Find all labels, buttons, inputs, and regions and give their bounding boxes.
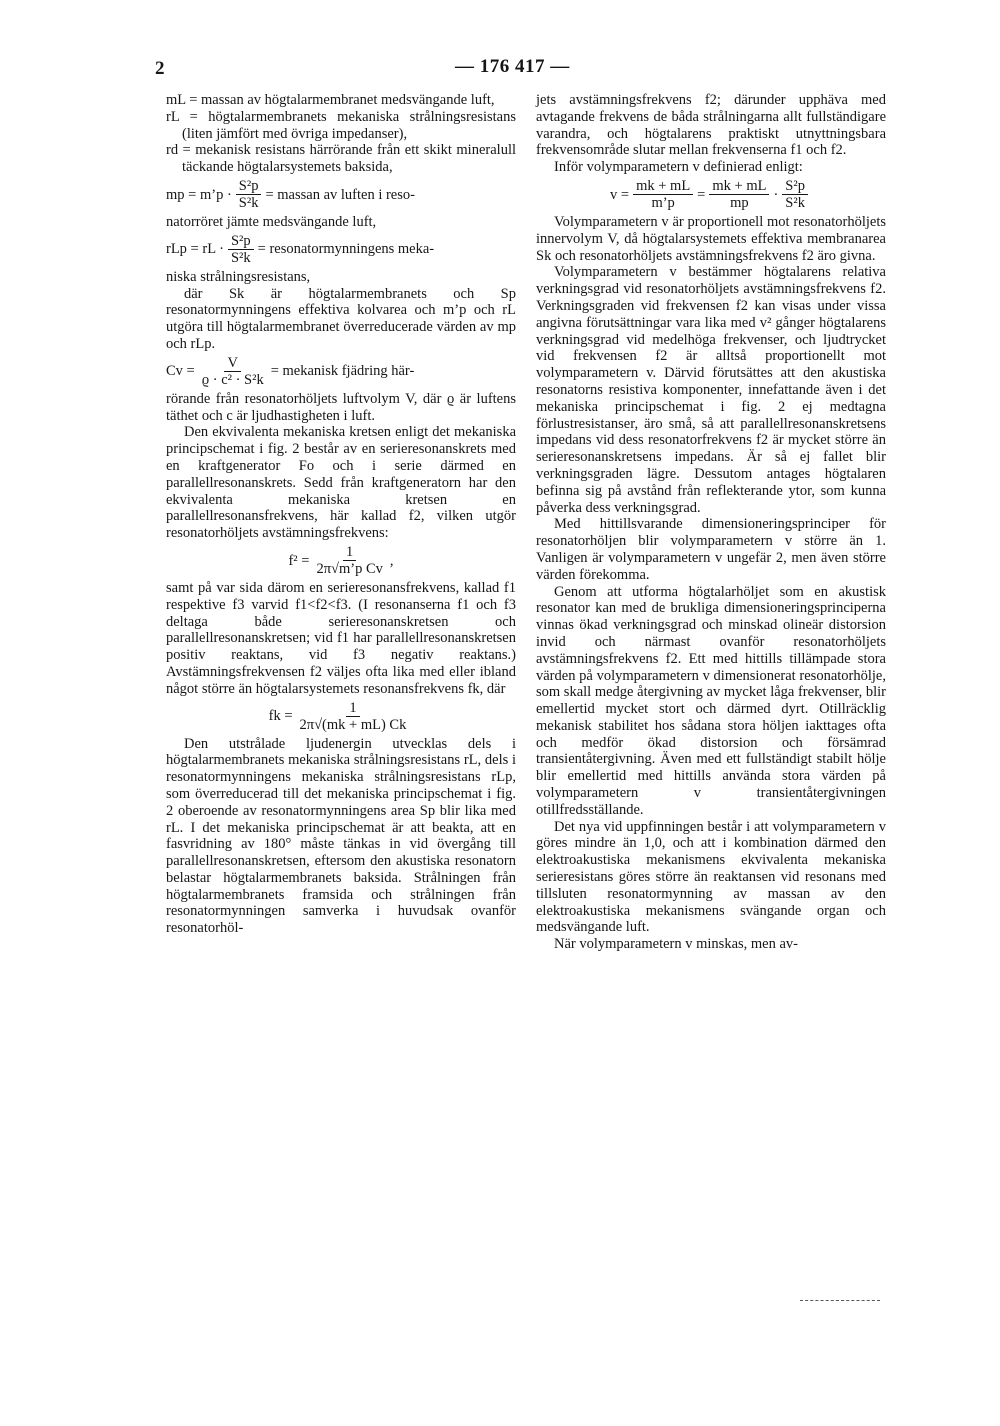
formula-cv-denominator: ϱ · c² · S²k bbox=[201, 371, 264, 388]
formula-rLp-numerator: S²p bbox=[228, 234, 254, 250]
formula-v-denominator-1: m’p bbox=[651, 194, 675, 211]
formula-cv bbox=[166, 356, 516, 388]
paragraph-volymparametern-proportionell: Volymparametern v är proportionell mot resonatorhöljets innervolym V, då högtalarsystemets effektiva membranarea Sk och resonatorhöljets avstämningsfrekvens f2 äro givna. bbox=[536, 213, 886, 264]
formula-rLp bbox=[166, 234, 516, 266]
formula-f2-lhs: f² = bbox=[288, 552, 310, 569]
formula-v-fraction-2 bbox=[709, 179, 769, 211]
left-column bbox=[166, 92, 516, 937]
formula-fk-lhs: fk = bbox=[268, 708, 293, 725]
right-column bbox=[536, 92, 886, 953]
paragraph-det-nya: Det nya vid uppfinningen består i att volymparametern v göres mindre än 1,0, och att i kombination därmed den elektroakustiska mekanismens ekvivalenta mekaniska serieresistans göres större än reaktansen vid resonans med tillsluten resonatormynning av massan av den elektroakustiska mekanismens svängande organ och medsvängande luft. bbox=[536, 818, 886, 936]
formula-mp-rhs: = massan av luften i reso- bbox=[265, 186, 415, 203]
formula-f2-denominator: 2π√m’p Cv bbox=[316, 560, 383, 577]
definition-rd: rd = mekanisk resistans härrörande från ett skikt mineralull täckande högtalarsystemets baksida, bbox=[166, 142, 516, 176]
paragraph-samt: samt på var sida därom en serieresonansfrekvens, kallad f1 respektive f3 varvid f1<f2<f3. (I resonanserna f1 och f3 deltaga både serieresonanskretsen och parallellresonanskretsen; vid f1 har parallellresonanskretsen positiv reaktans, vid f3 negativ reaktans.) Avstämningsfrekvensen f2 väljes ofta lika med eller ibland något större än högtalarsystemets resonansfrekvens fk, där bbox=[166, 579, 516, 697]
formula-f2-numerator: 1 bbox=[343, 545, 356, 561]
formula-mp bbox=[166, 179, 516, 211]
formula-mp-fraction bbox=[236, 179, 262, 211]
formula-fk-numerator: 1 bbox=[346, 701, 359, 717]
formula-f2 bbox=[166, 545, 516, 577]
formula-rLp-fraction bbox=[228, 234, 254, 266]
footer-dashed-line bbox=[800, 1300, 880, 1301]
formula-v-equals: = bbox=[697, 186, 706, 203]
page-number: 2 bbox=[155, 58, 165, 79]
definition-mL: mL = massan av högtalarmembranet medsvängande luft, bbox=[166, 92, 495, 108]
formula-cv-fraction bbox=[199, 356, 267, 388]
formula-v-lhs: v = bbox=[610, 186, 630, 203]
formula-v-fraction-1 bbox=[633, 179, 693, 211]
formula-fk-fraction bbox=[297, 701, 410, 733]
definition-rL: rL = högtalarmembranets mekaniska strålningsresistans (liten jämfört med övriga impedanser), bbox=[166, 108, 516, 142]
paragraph-genom: Genom att utforma högtalarhöljet som en akustisk resonator kan med de brukliga dimensioneringsprinciperna vinnas ökad verkningsgrad och minskad olineär distorsion invid och närmast ovanför resonatorhöljets avstämningsfrekvens f2. Ett med hittills tillämpade stora värden på volymparametern v dimensionerat resonatorhölje, som skall medge återgivning av mycket låga frekvenser, blir emellertid mycket stort och därmed dyrt. Otillräcklig mekanisk stabilitet hos sådana stora höljen iakttages ofta och medför ökad distorsion och försämrad transientåtergivning. Även med ett fullständigt stabilt hölje blir emellertid med hittills använda stora värden på volymparametern v transientåtergivningen otillfredsställande. bbox=[536, 583, 886, 818]
formula-f2-rhs: , bbox=[389, 552, 394, 569]
formula-fk-denominator: 2π√(mk + mL) Ck bbox=[299, 716, 407, 733]
formula-mp-denominator: S²k bbox=[238, 194, 259, 211]
formula-cv-numerator: V bbox=[224, 356, 240, 372]
paragraph-utstralade: Den utstrålade ljudenergin utvecklas dels i högtalarmembranets mekaniska strålningsresistans rL, dels i resonatormynningens mekaniska strålningsresistans rLp, som överreducerad till det mekaniska principschemat i fig. 2 oberoende av resonatormynningens area Sp blir lika med rL. I det mekaniska principschemat är att beakta, att en fasvridning av 180° måste tänkas in vid övergång till parallellresonanskretsen, eftersom den akustiska resonatorn belastar högtalarmembranets baksida. Strålningen från högtalarmembranets framsida och strålningen från resonatormynningen samverka i huvudsak ovanför resonatorhöl- bbox=[166, 735, 516, 937]
formula-cv-lhs: Cv = bbox=[166, 363, 195, 380]
formula-v bbox=[536, 179, 886, 211]
paragraph-volymparametern-bestammer: Volymparametern v bestämmer högtalarens relativa verkningsgrad vid resonatorhöljets avstämningsfrekvens f2. Verkningsgraden vid frekvensen f2 kan visas under vissa angivna förutsättningar vara lika med v² gånger högtalarens verkningsgrad vid medelhöga frekvenser, och ljudtrycket vid frekvensen f2 är alltså proportionellt mot volymparametern v. Därvid förutsättes att den akustiska resonatorns resistiva komponenter, innefattande även i det mekaniska principschemat i fig. 2 ej medtagna förlustresistanser, äro små, så att parallellresonanskretsens impedans vid dess resonatorfrekvens f2 är mycket större än serieresonanskretsens impedans. Är så ej fallet blir verkningsgraden lägre. Dessutom antages högtalaren befinna sig på avstånd från reflekterande ytor, som kunna påverka dess verkningsgrad. bbox=[536, 264, 886, 516]
formula-f2-fraction bbox=[313, 545, 385, 577]
formula-v-numerator-2: mk + mL bbox=[709, 179, 769, 195]
formula-v-denominator-3: S²k bbox=[785, 194, 805, 211]
paragraph-ekvivalenta: Den ekvivalenta mekaniska kretsen enligt det mekaniska principschemat i fig. 2 består av en serieresonanskrets med en kraftgenerator Fo och i serie därmed en parallellresonanskrets. Sedd från kraftgeneratorn har den ekvivalenta mekaniska kretsen en parallellresonansfrekvens, här kallad f2, vilken utgör resonatorhöljets avstämningsfrekvens: bbox=[166, 424, 516, 542]
text-after-cv: rörande från resonatorhöljets luftvolym V, där ϱ är luftens täthet och c är ljudhastigheten i luft. bbox=[166, 390, 516, 424]
text-after-mp: natorröret jämte medsvängande luft, bbox=[166, 213, 377, 230]
formula-v-denominator-2: mp bbox=[730, 194, 749, 211]
formula-v-numerator-3: S²p bbox=[782, 179, 808, 195]
paragraph-jets: jets avstämningsfrekvens f2; därunder upphäva med avtagande frekvens de båda strålningarna allt fullständigare varandra, och högtalarens praktiskt utnyttningsbara frekvensområde slutar mellan frekvenserna f1 och f2. bbox=[536, 92, 886, 159]
paragraph-hittillsvarande: Med hittillsvarande dimensioneringsprinciper för resonatorhöljen blir volymparametern v större än 1. Vanligen är volymparametern v ungefär 2, men även större värden förekomma. bbox=[536, 516, 886, 583]
formula-mp-lhs: mp = m’p · bbox=[166, 186, 232, 203]
formula-rLp-denominator: S²k bbox=[230, 249, 251, 266]
text-after-rLp: niska strålningsresistans, bbox=[166, 268, 311, 285]
formula-fk bbox=[166, 701, 516, 733]
formula-rLp-rhs: = resonatormynningens meka- bbox=[257, 241, 435, 258]
paragraph-dar: där Sk är högtalarmembranets och Sp resonatormynningens effektiva kolvarea och m’p och rL utgöra till högtalarmembranet överreducerade värden av mp och rLp. bbox=[166, 285, 516, 352]
document-number: — 176 417 — bbox=[455, 56, 570, 77]
formula-rLp-lhs: rLp = rL · bbox=[166, 241, 224, 258]
paragraph-infor: Inför volymparametern v definierad enligt: bbox=[554, 159, 803, 176]
formula-v-fraction-3 bbox=[782, 179, 808, 211]
formula-cv-rhs: = mekanisk fjädring här- bbox=[270, 363, 415, 380]
formula-v-numerator-1: mk + mL bbox=[633, 179, 693, 195]
formula-v-dot: · bbox=[773, 186, 779, 203]
formula-mp-numerator: S²p bbox=[236, 179, 262, 195]
paragraph-nar: När volymparametern v minskas, men av- bbox=[554, 936, 799, 953]
